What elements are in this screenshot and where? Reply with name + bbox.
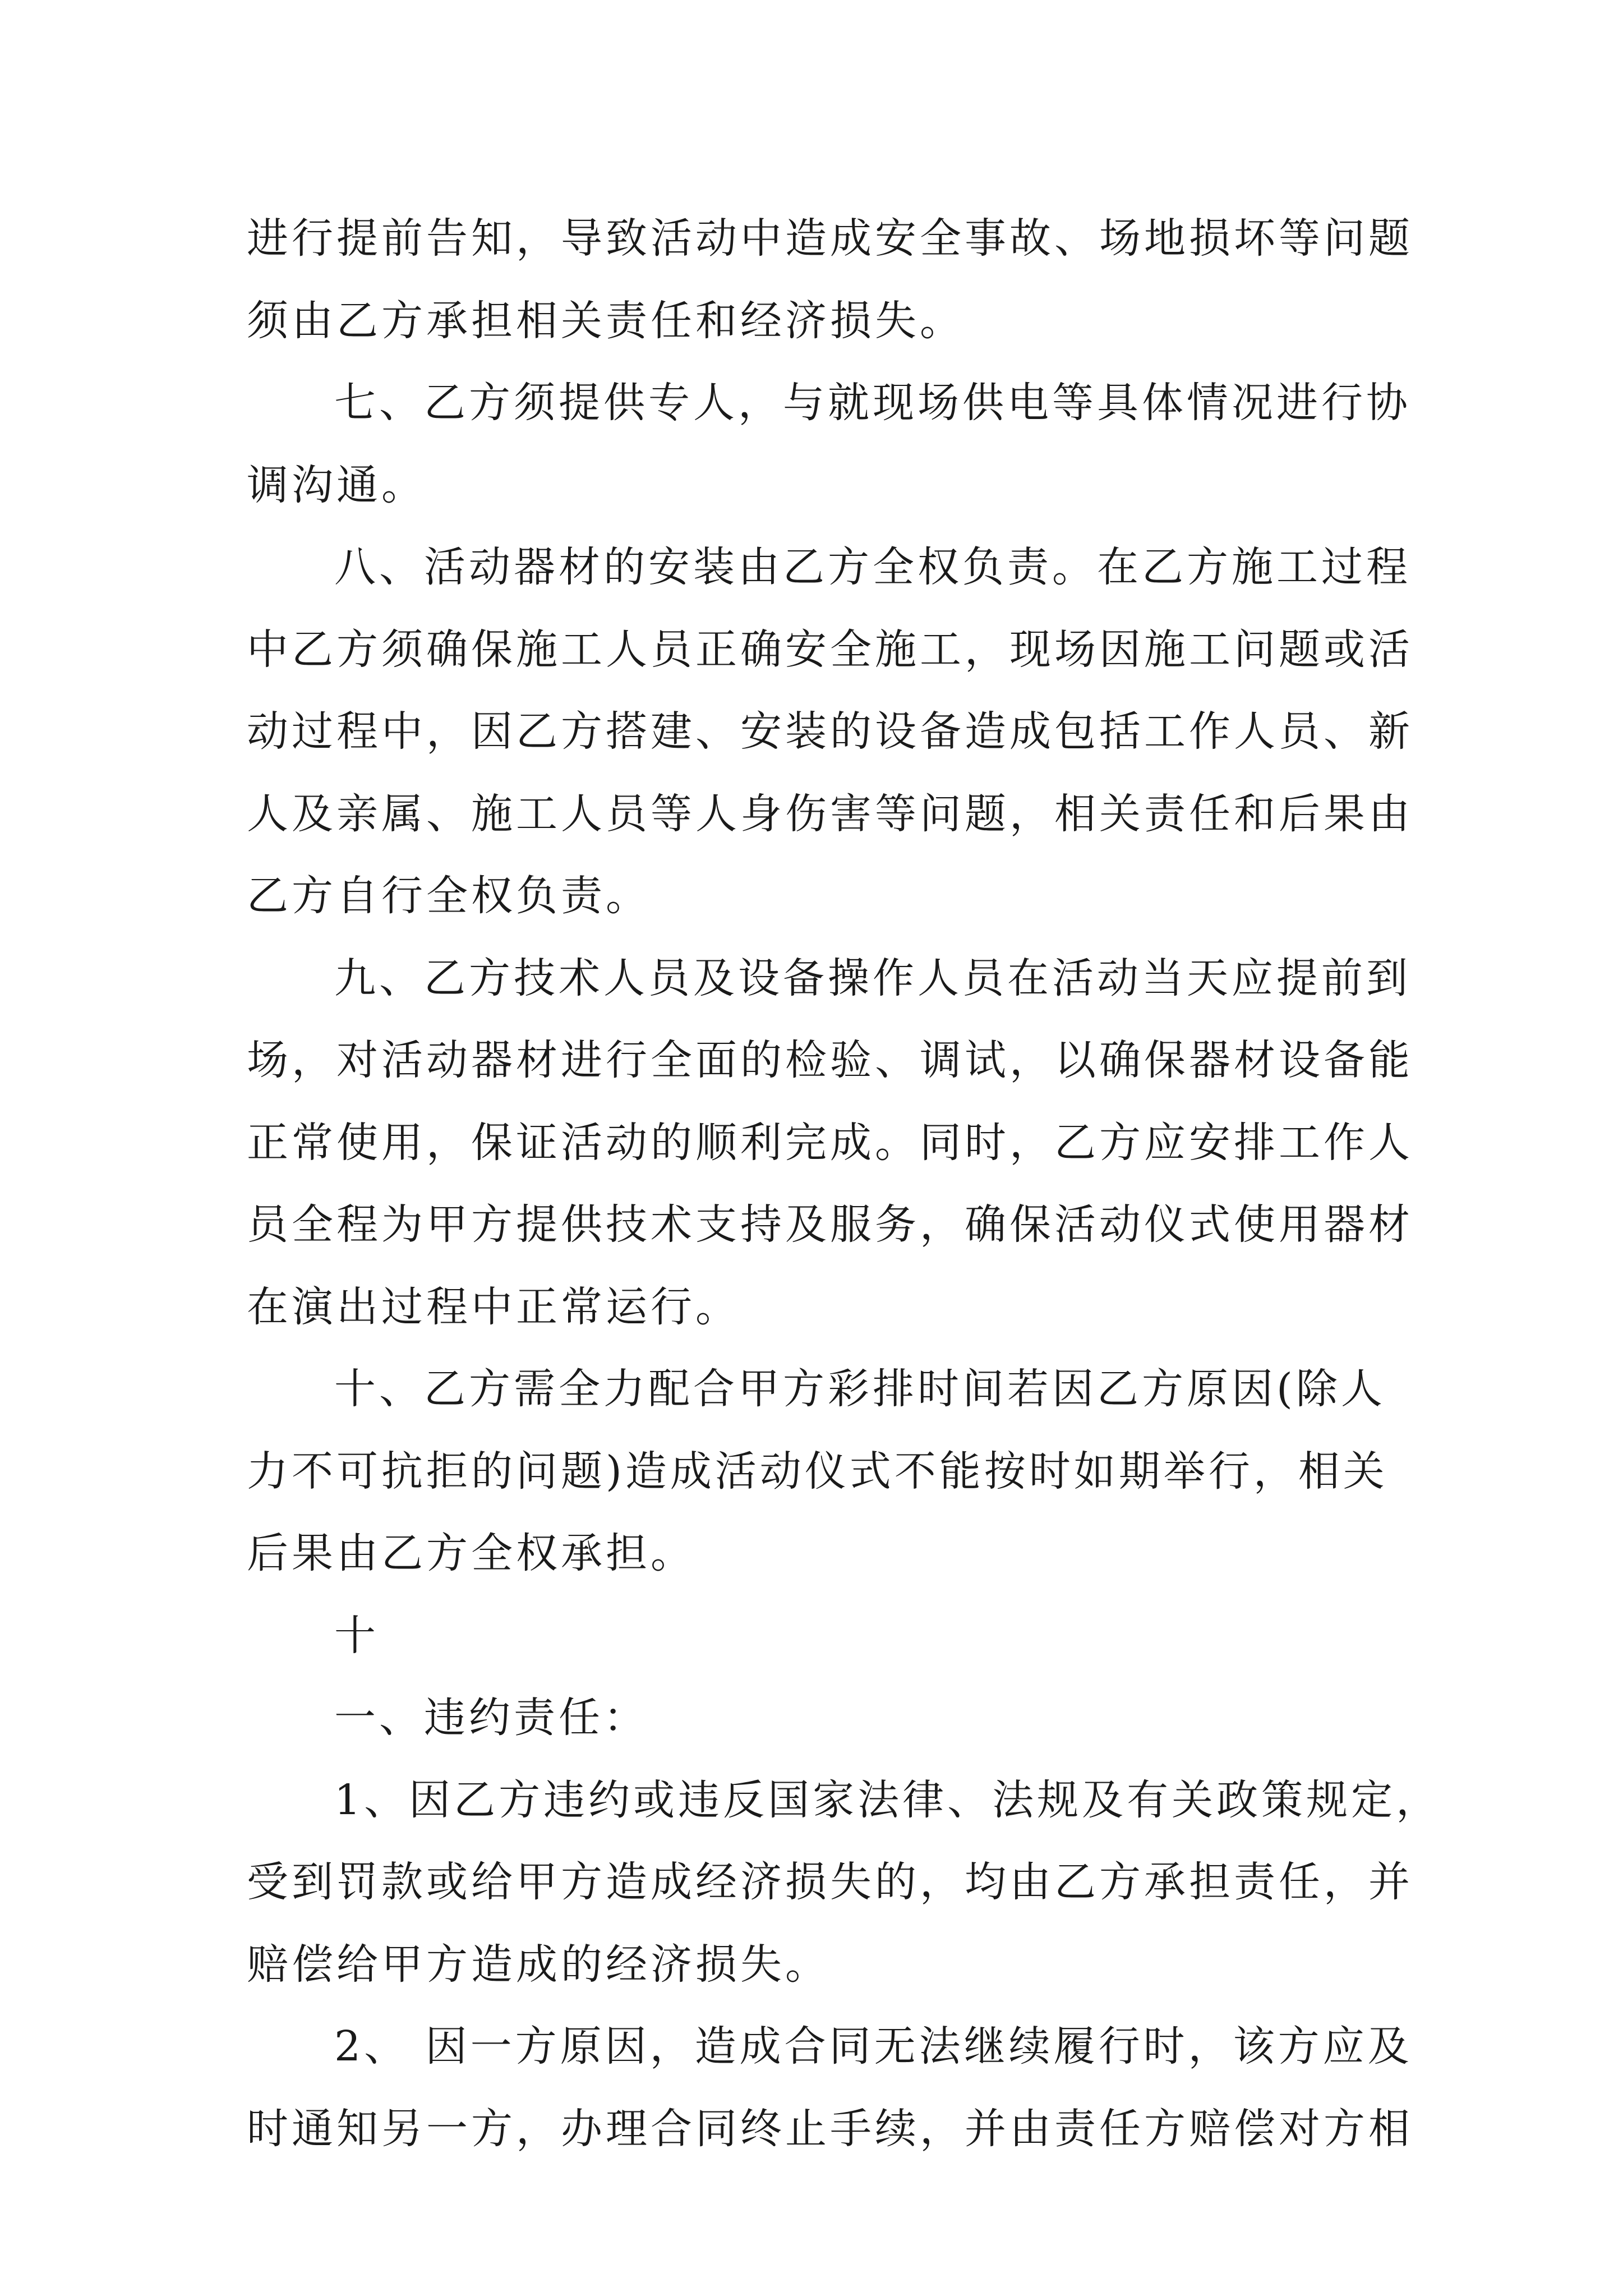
text-line: 进行提前告知，导致活动中造成安全事故、场地损坏等问题 (247, 214, 1413, 263)
text-line: 乙方自行全权负责。 (247, 872, 651, 920)
text-line: 八、活动器材的安装由乙方全权负责。在乙方施工过程 (334, 543, 1411, 591)
text-line: 正常使用，保证活动的顺利完成。同时，乙方应安排工作人 (247, 1118, 1413, 1167)
text-line: 2、 因一方原因，造成合同无法继续履行时，该方应及 (334, 2022, 1413, 2070)
text-line: 动过程中，因乙方搭建、安装的设备造成包括工作人员、新 (247, 707, 1413, 756)
text-line: 赔偿给甲方造成的经济损失。 (247, 1940, 830, 1989)
text-line: 场，对活动器材进行全面的检验、调试，以确保器材设备能 (247, 1036, 1413, 1084)
text-line: 时通知另一方，办理合同终止手续，并由责任方赔偿对方相 (247, 2104, 1413, 2153)
text-line: 后果由乙方全权承担。 (247, 1529, 695, 1577)
text-line: 九、乙方技术人员及设备操作人员在活动当天应提前到 (334, 954, 1411, 1002)
text-line: 七、乙方须提供专人，与就现场供电等具体情况进行协 (334, 379, 1411, 427)
text-line: 调沟通。 (247, 461, 426, 509)
text-line: 员全程为甲方提供技术支持及服务，确保活动仪式使用器材 (247, 1200, 1413, 1249)
text-line: 力不可抗拒的问题)造成活动仪式不能按时如期举行，相关 (247, 1447, 1388, 1496)
text-line: 在演出过程中正常运行。 (247, 1282, 740, 1331)
text-line: 十、乙方需全力配合甲方彩排时间若因乙方原因(除人 (334, 1365, 1386, 1413)
text-line: 一、违约责任： (334, 1694, 648, 1742)
text-line: 1、因乙方违约或违反国家法律、法规及有关政策规定， (334, 1775, 1441, 1824)
text-line: 人及亲属、施工人员等人身伤害等问题，相关责任和后果由 (247, 789, 1413, 838)
text-line: 十 (334, 1611, 379, 1660)
text-line: 受到罚款或给甲方造成经济损失的，均由乙方承担责任，并 (247, 1858, 1413, 1906)
text-line: 中乙方须确保施工人员正确安全施工，现场因施工问题或活 (247, 625, 1413, 674)
text-line: 须由乙方承担相关责任和经济损失。 (247, 296, 965, 345)
document-body (247, 197, 1441, 2170)
